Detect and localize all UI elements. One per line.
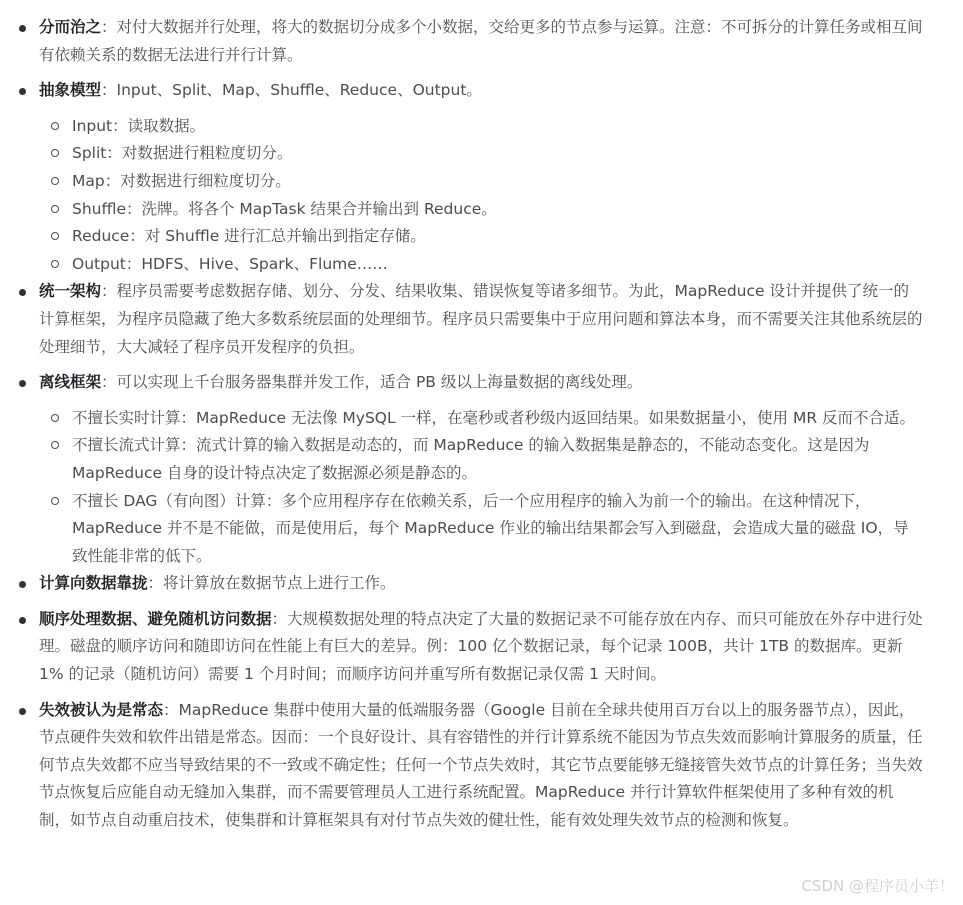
sub-list-item: 不擅长实时计算：MapReduce 无法像 MySQL 一样，在毫秒或者秒级内返回结果。如果数据量小，使用 MR 反而不合适。	[39, 405, 923, 433]
list-item-text: ：程序员需要考虑数据存储、划分、分发、结果收集、错误恢复等诸多细节。为此，MapReduce 设计并提供了统一的计算框架，为程序员隐藏了绝大多数系统层面的处理细节。程序员只需要集中于应用问题和算法本身，而不需要关注其他系统层的处理细节，大大减轻了程序员开发程序的负担。	[39, 282, 923, 356]
list-item-term: 分而治之	[39, 18, 102, 36]
sub-list-item: Output：HDFS、Hive、Spark、Flume……	[39, 251, 923, 279]
list-item-term: 离线框架	[39, 373, 102, 392]
list-item-failure-normal	[18, 697, 923, 835]
list-item-text: ：大规模数据处理的特点决定了大量的数据记录不可能存放在内存、而只可能放在外存中进行处理。磁盘的顺序访问和随即访问在性能上有巨大的差异。例：100 亿个数据记录，每个记录 100B，共计 1TB 的数据库。更新 1% 的记录（随机访问）需要 1 个月时间；而顺序访问并重写所有数据记录仅需 1 天时间。	[39, 609, 923, 684]
sub-list-item: 不擅长流式计算：流式计算的输入数据是动态的，而 MapReduce 的输入数据集是静态的，不能动态变化。这是因为 MapReduce 自身的设计特点决定了数据源必须是静态的。	[39, 432, 923, 487]
list-item-text: ：对付大数据并行处理，将大的数据切分成多个小数据，交给更多的节点参与运算。注意：不可拆分的计算任务或相互间有依赖关系的数据无法进行并行计算。	[39, 18, 923, 64]
list-item-text: ：可以实现上千台服务器集群并发工作，适合 PB 级以上海量数据的离线处理。	[101, 373, 643, 392]
list-item-compute-to-data	[18, 570, 923, 598]
list-item-offline-framework	[18, 369, 923, 570]
sub-list-item: 不擅长 DAG（有向图）计算：多个应用程序存在依赖关系，后一个应用程序的输入为前一个的输出。在这种情况下，MapReduce 并不是不能做，而是使用后，每个 MapReduce 作业的输出结果都会写入到磁盘，会造成大量的磁盘 IO，导致性能非常的低下。	[39, 488, 923, 571]
sub-list-item: Map：对数据进行细粒度切分。	[39, 168, 923, 196]
list-item-term: 计算向数据靠拢	[39, 574, 148, 593]
list-item-unified-architecture	[18, 278, 923, 361]
sub-list-item: Shuffle：洗牌。将各个 MapTask 结果合并输出到 Reduce。	[39, 196, 923, 224]
sub-list	[39, 405, 923, 571]
sub-list	[39, 113, 923, 279]
sub-list-item: Input：读取数据。	[39, 113, 923, 141]
list-item-divide-and-conquer	[18, 14, 923, 69]
watermark: CSDN @程序员小羊！	[801, 877, 954, 895]
list-item-term: 统一架构	[39, 282, 102, 301]
list-item-text: ：Input、Split、Map、Shuffle、Reduce、Output。	[101, 81, 482, 100]
list-item-term: 顺序处理数据、避免随机访问数据	[39, 609, 272, 628]
sub-list-item: Split：对数据进行粗粒度切分。	[39, 140, 923, 168]
list-item-term: 抽象模型	[39, 81, 102, 100]
sub-list-item: Reduce：对 Shuffle 进行汇总并输出到指定存储。	[39, 223, 923, 251]
feature-list	[18, 14, 923, 835]
list-item-term: 失效被认为是常态	[39, 700, 164, 719]
list-item-abstract-model	[18, 77, 923, 278]
list-item-text: ：MapReduce 集群中使用大量的低端服务器（Google 目前在全球共使用百万台以上的服务器节点），因此，节点硬件失效和软件出错是常态。因而：一个良好设计、具有容错性的并行计算系统不能因为节点失效而影响计算服务的质量，任何节点失效都不应当导致结果的不一致或不确定性；任何一个节点失效时，其它节点要能够无缝接管失效节点的计算任务；当失效节点恢复后应能自动无缝加入集群，而不需要管理员人工进行系统配置。MapReduce 并行计算软件框架使用了多种有效的机制，如节点自动重启技术，使集群和计算框架具有对付节点失效的健壮性，能有效处理失效节点的检测和恢复。	[39, 700, 923, 830]
list-item-text: ：将计算放在数据节点上进行工作。	[147, 574, 396, 593]
list-item-sequential-access	[18, 606, 923, 689]
